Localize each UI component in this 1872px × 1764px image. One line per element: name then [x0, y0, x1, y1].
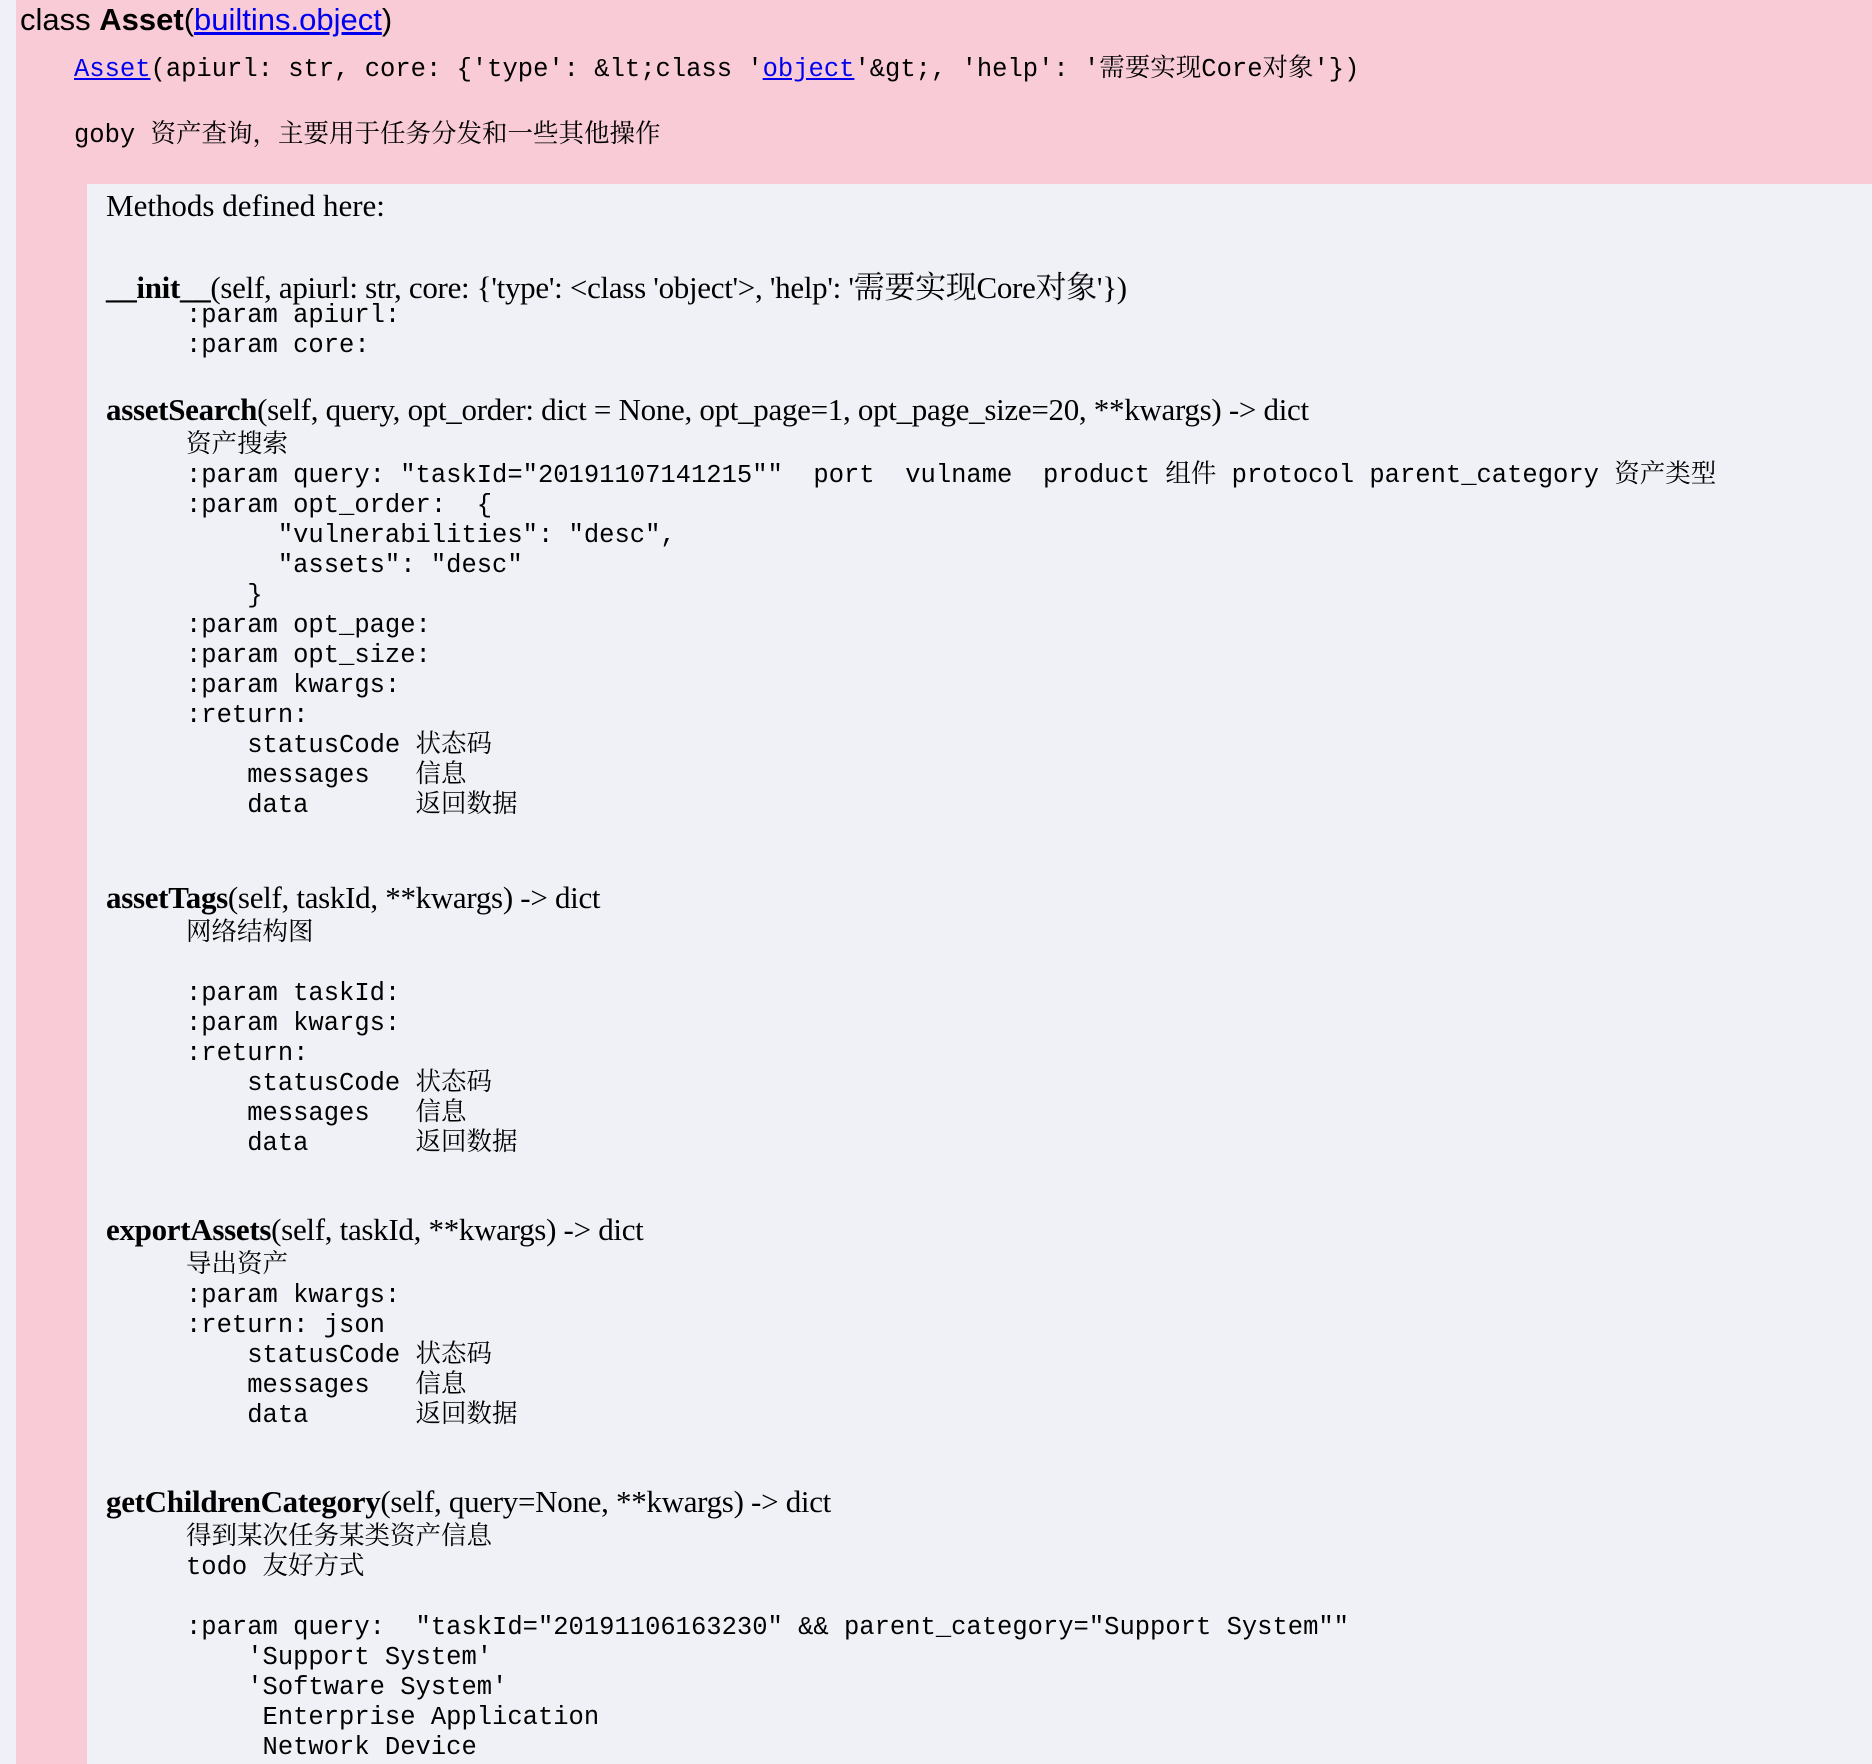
open-paren: (: [183, 2, 195, 37]
method-doc-assettags: 网络结构图 :param taskId: :param kwargs: :return: statusCode 状态码 messages 信息 data 返回数据: [186, 919, 518, 1158]
method-args: (self, taskId, **kwargs) -> dict: [271, 1212, 644, 1247]
class-keyword: class: [20, 2, 100, 37]
class-signature: [74, 48, 1359, 84]
methods-section: [87, 184, 1872, 1764]
class-name: Asset: [99, 2, 184, 37]
method-signature-assettags: [106, 880, 600, 916]
method-signature-getchildrencategory: [106, 1484, 831, 1520]
close-paren: ): [381, 2, 393, 37]
method-name: assetTags: [106, 880, 228, 915]
method-doc-exportassets: 导出资产 :param kwargs: :return: json statusCode 状态码 messages 信息 data 返回数据: [186, 1251, 518, 1430]
class-title: [20, 2, 392, 38]
method-args: (self, query, opt_order: dict = None, opt_page=1, opt_page_size=20, **kwargs) -> dict: [257, 392, 1309, 427]
method-name: assetSearch: [106, 392, 258, 427]
method-doc-assetsearch: 资产搜索 :param query: "taskId="20191107141215"" port vulname product 组件 protocol parent_category 资产类型 :param opt_order: { "vulnerabilities": "desc", "assets": "desc" } :param opt_page: :param opt_size: :param kwargs: :return: statusCode 状态码 messages 信息 data 返回数据: [186, 431, 1717, 820]
method-doc-getchildrencategory: 得到某次任务某类资产信息 todo 友好方式 :param query: "taskId="20191106163230" && parent_category="Support System"" 'Support System' 'Software System' Enterprise Application Network Device: [186, 1523, 1349, 1762]
class-section: [16, 0, 1872, 1764]
method-name: getChildrenCategory: [106, 1484, 381, 1519]
method-args: (self, taskId, **kwargs) -> dict: [227, 880, 601, 915]
class-name-link[interactable]: Asset: [74, 55, 151, 84]
method-doc-init: :param apiurl: :param core:: [186, 301, 401, 360]
base-class-link[interactable]: builtins.object: [194, 2, 382, 37]
method-args: (self, query=None, **kwargs) -> dict: [380, 1484, 831, 1519]
class-docstring: goby 资产查询，主要用于任务分发和一些其他操作: [74, 121, 661, 150]
method-args: (self, apiurl: str, core: {'type': <class 'object'>, 'help': '需要实现Core对象'}): [210, 270, 1127, 305]
method-name: exportAssets: [106, 1212, 272, 1247]
method-signature-exportassets: [106, 1212, 644, 1248]
page-margin: [0, 0, 16, 1764]
signature-args-after: '&gt;, 'help': '需要实现Core对象'}): [854, 55, 1360, 84]
object-link[interactable]: object: [762, 55, 855, 84]
signature-args-before: (apiurl: str, core: {'type': &lt;class ': [150, 55, 763, 84]
method-signature-assetsearch: [106, 392, 1309, 428]
methods-heading: Methods defined here:: [106, 188, 385, 223]
method-name: __init__: [106, 270, 211, 305]
